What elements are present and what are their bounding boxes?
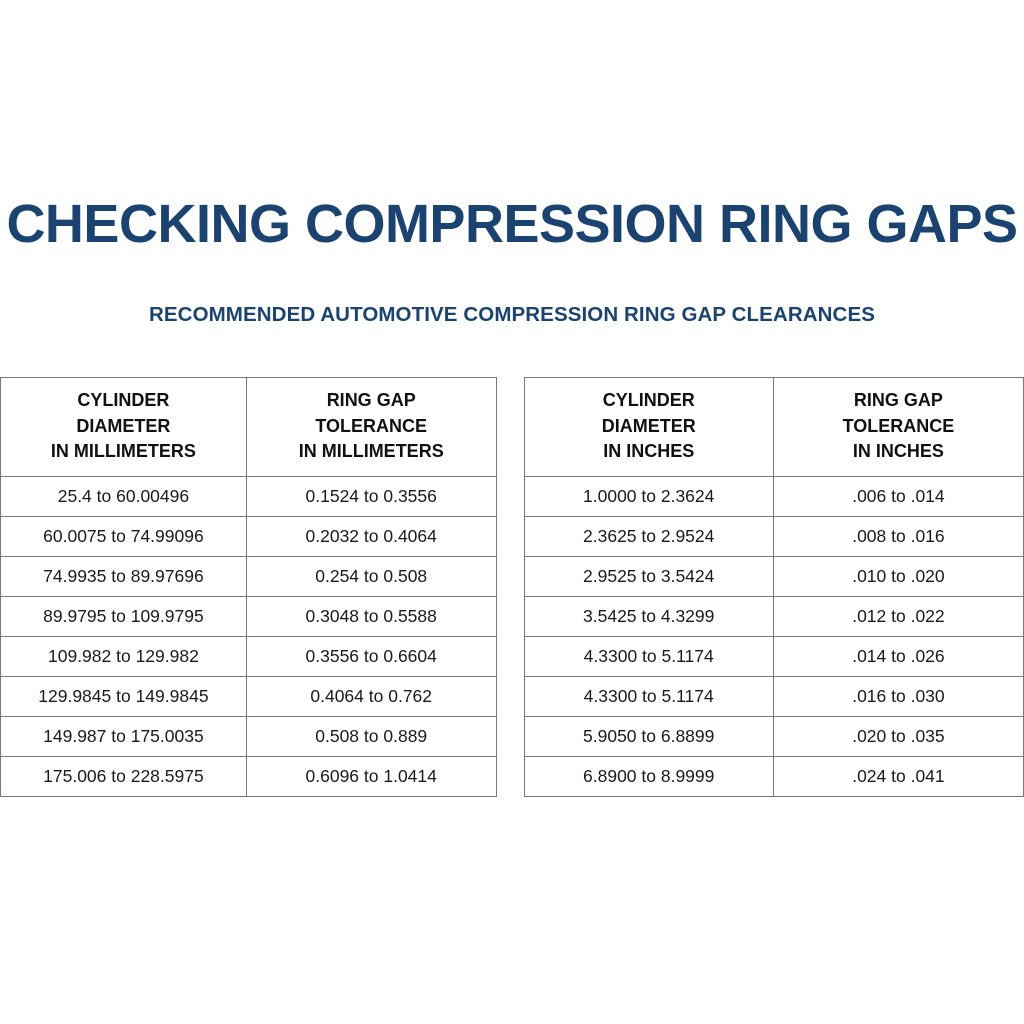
- cell-tolerance: 0.1524 to 0.3556: [246, 476, 496, 516]
- cell-tolerance: .016 to .030: [773, 676, 1023, 716]
- cell-tolerance: .008 to .016: [773, 516, 1023, 556]
- header-line: CYLINDER: [602, 390, 695, 410]
- cell-tolerance: 0.3048 to 0.5588: [246, 596, 496, 636]
- cell-diameter: 60.0075 to 74.99096: [1, 516, 247, 556]
- cell-tolerance: .020 to .035: [773, 716, 1023, 756]
- cell-diameter: 109.982 to 129.982: [1, 636, 247, 676]
- header-line: IN INCHES: [852, 441, 944, 462]
- cell-tolerance: .014 to .026: [773, 636, 1023, 676]
- header-line: IN INCHES: [603, 441, 695, 462]
- cell-tolerance: 0.4064 to 0.762: [246, 676, 496, 716]
- table-row: [524, 516, 1023, 556]
- table-row: [524, 596, 1023, 636]
- cell-diameter: 129.9845 to 149.9845: [1, 676, 247, 716]
- cell-diameter: 25.4 to 60.00496: [1, 476, 247, 516]
- table-row: [1, 756, 497, 796]
- header-line: TOLERANCE: [842, 415, 955, 436]
- header-line: DIAMETER: [601, 415, 696, 436]
- imperial-table-body: [524, 476, 1023, 796]
- table-row: [1, 476, 497, 516]
- table-row: [524, 556, 1023, 596]
- table-row: [524, 676, 1023, 716]
- metric-header-diameter: [1, 378, 247, 477]
- table-row: [1, 676, 497, 716]
- cell-diameter: 149.987 to 175.0035: [1, 716, 247, 756]
- page-title: CHECKING COMPRESSION RING GAPS: [6, 194, 1018, 254]
- imperial-table-head: [524, 378, 1023, 477]
- header-line: RING GAP: [853, 390, 943, 410]
- cell-tolerance: .006 to .014: [773, 476, 1023, 516]
- cell-diameter: 3.5425 to 4.3299: [524, 596, 773, 636]
- cell-tolerance: 0.254 to 0.508: [246, 556, 496, 596]
- table-row: [1, 596, 497, 636]
- cell-tolerance: 0.2032 to 0.4064: [246, 516, 496, 556]
- metric-table-head: [1, 378, 497, 477]
- cell-diameter: 4.3300 to 5.1174: [524, 636, 773, 676]
- cell-diameter: 74.9935 to 89.97696: [1, 556, 247, 596]
- table-row: [524, 756, 1023, 796]
- cell-diameter: 5.9050 to 6.8899: [524, 716, 773, 756]
- header-line: CYLINDER: [77, 390, 170, 410]
- cell-diameter: 4.3300 to 5.1174: [524, 676, 773, 716]
- cell-diameter: 175.006 to 228.5975: [1, 756, 247, 796]
- cell-tolerance: .012 to .022: [773, 596, 1023, 636]
- table-row: [1, 516, 497, 556]
- cell-tolerance: 0.508 to 0.889: [246, 716, 496, 756]
- cell-diameter: 89.9795 to 109.9795: [1, 596, 247, 636]
- imperial-header-ring-gap: [773, 378, 1023, 477]
- table-row: [1, 636, 497, 676]
- cell-diameter: 2.9525 to 3.5424: [524, 556, 773, 596]
- header-line: RING GAP: [326, 390, 416, 410]
- metric-header-ring-gap: [246, 378, 496, 477]
- table-row: [524, 716, 1023, 756]
- cell-diameter: 2.3625 to 2.9524: [524, 516, 773, 556]
- cell-tolerance: 0.3556 to 0.6604: [246, 636, 496, 676]
- tables-container: [0, 377, 1024, 797]
- metric-table-body: [1, 476, 497, 796]
- cell-diameter: 6.8900 to 8.9999: [524, 756, 773, 796]
- header-line: TOLERANCE: [315, 415, 428, 436]
- cell-tolerance: 0.6096 to 1.0414: [246, 756, 496, 796]
- table-header-row: [1, 378, 497, 477]
- cell-tolerance: .010 to .020: [773, 556, 1023, 596]
- table-row: [524, 476, 1023, 516]
- page-subtitle: RECOMMENDED AUTOMOTIVE COMPRESSION RING GAP CLEARANCES: [149, 303, 875, 326]
- cell-diameter: 1.0000 to 2.3624: [524, 476, 773, 516]
- table-header-row: [524, 378, 1023, 477]
- header-line: DIAMETER: [76, 415, 171, 436]
- table-row: [1, 716, 497, 756]
- table-row: [1, 556, 497, 596]
- metric-table: [0, 377, 497, 797]
- imperial-header-diameter: [524, 378, 773, 477]
- table-row: [524, 636, 1023, 676]
- header-line: IN MILLIMETERS: [298, 441, 444, 462]
- imperial-table: [524, 377, 1024, 797]
- cell-tolerance: .024 to .041: [773, 756, 1023, 796]
- header-line: IN MILLIMETERS: [50, 441, 196, 462]
